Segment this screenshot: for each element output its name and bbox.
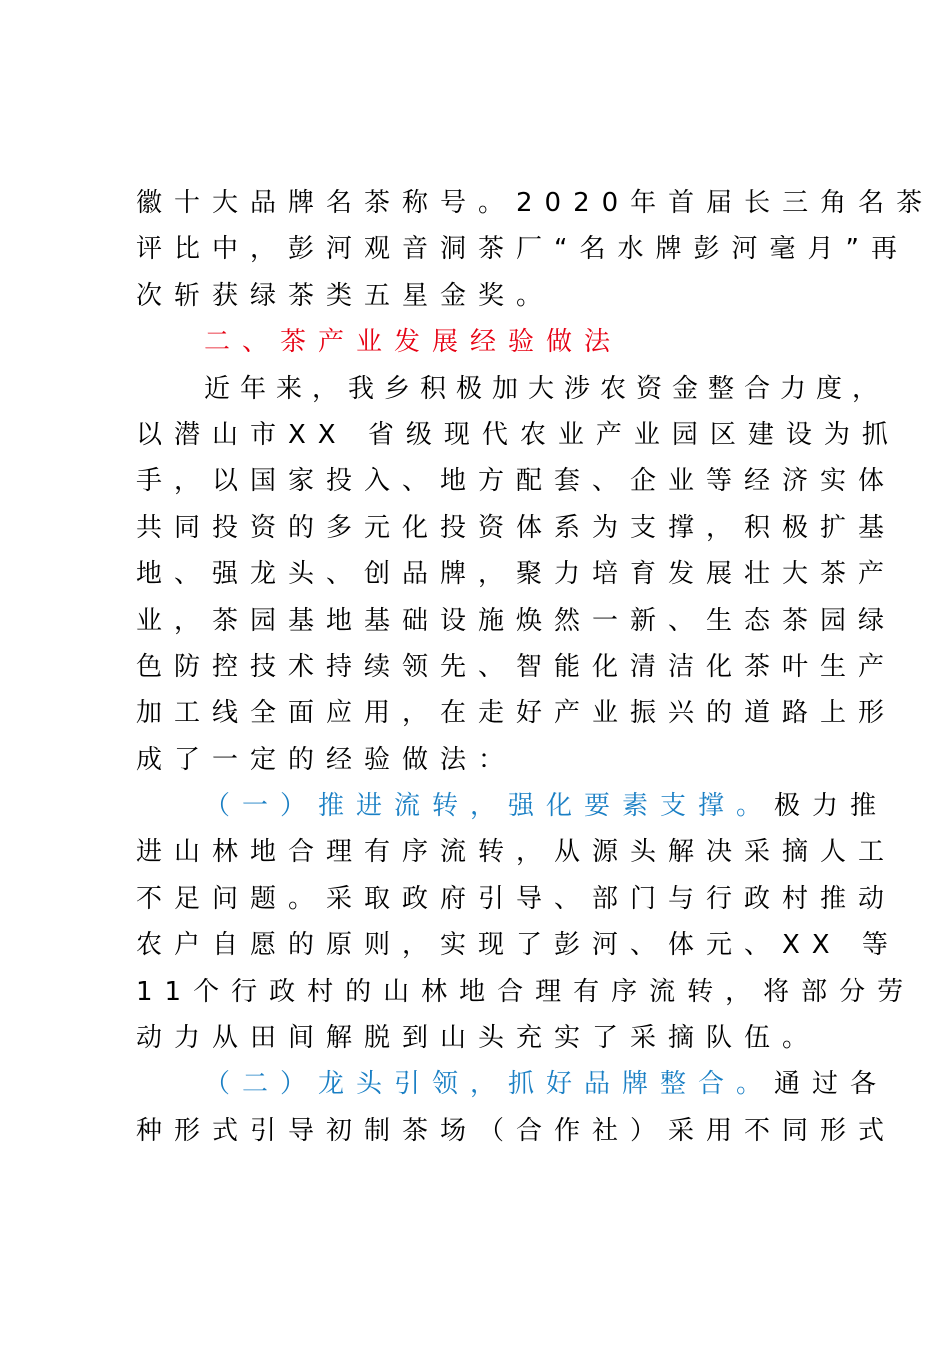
paragraph-line: 色防控技术持续领先、智能化清洁化茶叶生产 [136, 651, 897, 682]
paragraph-line: 动力从田间解脱到山头充实了采摘队伍。 [136, 1023, 821, 1054]
paragraph-line: 农户自愿的原则，实现了彭河、体元、XX 等 [136, 930, 900, 961]
subsection-line [136, 783, 889, 829]
paragraph-line: 加工线全面应用，在走好产业振兴的道路上形 [136, 698, 897, 729]
paragraph-line: 11个行政村的山林地合理有序流转，将部分劳 [136, 976, 916, 1007]
subsection-text: 极力推 [774, 791, 889, 822]
paragraph-line: 共同投资的多元化投资体系为支撑，积极扩基 [136, 512, 897, 543]
paragraph-line: 近年来，我乡积极加大涉农资金整合力度， [204, 373, 889, 404]
paragraph-line: 种形式引导初制茶场（合作社）采用不同形式 [136, 1115, 897, 1146]
paragraph-line: 次斩获绿茶类五星金奖。 [136, 280, 555, 311]
subsection-heading: （二）龙头引领，抓好品牌整合。 [204, 1069, 775, 1100]
subsection-text: 通过各 [774, 1069, 889, 1100]
paragraph-line: 成了一定的经验做法： [136, 744, 517, 775]
subsection-heading: （一）推进流转，强化要素支撑。 [204, 791, 775, 822]
paragraph-line: 地、强龙头、创品牌，聚力培育发展壮大茶产 [136, 559, 897, 590]
paragraph-line: 进山林地合理有序流转，从源头解决采摘人工 [136, 837, 897, 868]
paragraph-line: 业，茶园基地基础设施焕然一新、生态茶园绿 [136, 605, 897, 636]
paragraph-line: 手，以国家投入、地方配套、企业等经济实体 [136, 466, 897, 497]
paragraph-line: 徽十大品牌名茶称号。2020年首届长三角名茶 [136, 188, 935, 218]
paragraph-line: 以潜山市XX 省级现代农业产业园区建设为抓 [136, 419, 900, 450]
paragraph-line: 评比中，彭河观音洞茶厂“名水牌彭河毫月”再 [136, 234, 909, 265]
subsection-line [136, 1061, 889, 1107]
body-text [136, 180, 935, 1154]
section-heading: 二、茶产业发展经验做法 [204, 327, 623, 358]
paragraph-line: 不足问题。采取政府引导、部门与行政村推动 [136, 883, 897, 914]
